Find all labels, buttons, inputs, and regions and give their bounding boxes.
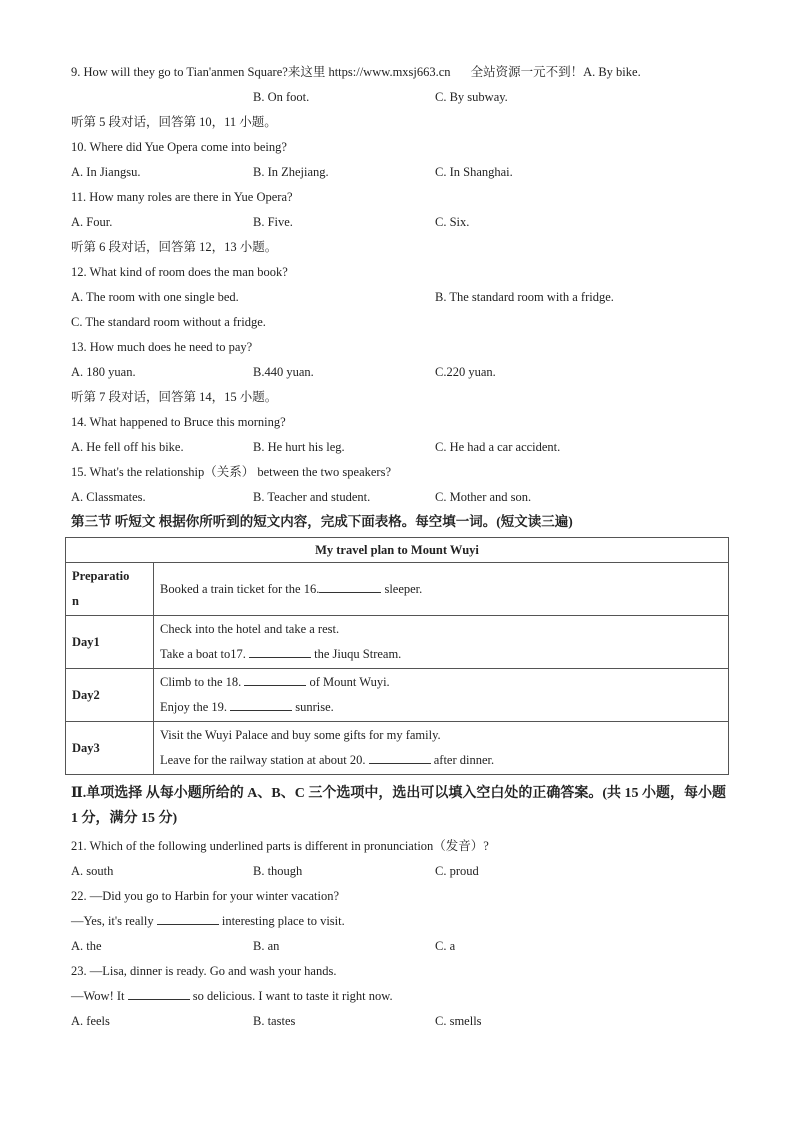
table-row — [66, 563, 729, 616]
question-13-options — [71, 362, 731, 387]
option-b: B. an — [253, 939, 280, 953]
row-content: Visit the Wuyi Palace and buy some gifts for my family. Leave for the railway station at about 20. after dinner. — [154, 722, 729, 775]
option-a: A. 180 yuan. — [71, 365, 136, 379]
blank-19[interactable] — [230, 698, 292, 711]
option-b: B. The standard room with a fridge. — [435, 290, 614, 304]
question-23-options — [71, 1011, 731, 1036]
row-content: Booked a train ticket for the 16. sleeper. — [154, 563, 729, 616]
option-a: A. Four. — [71, 215, 113, 229]
row-content: Climb to the 18. of Mount Wuyi. Enjoy the 19. sunrise. — [154, 669, 729, 722]
blank-17[interactable] — [249, 645, 311, 658]
question-14: 14. What happened to Bruce this morning? — [71, 415, 286, 429]
option-c: C. In Shanghai. — [435, 165, 513, 179]
section-5-instruction: 听第 5 段对话，回答第 10，11 小题。 — [71, 115, 277, 129]
option-c: C. a — [435, 939, 456, 953]
question-9-options — [71, 87, 731, 112]
section-6-instruction: 听第 6 段对话，回答第 12，13 小题。 — [71, 240, 278, 254]
question-21-options — [71, 861, 731, 886]
table-row — [66, 669, 729, 722]
option-a: A. He fell off his bike. — [71, 440, 184, 454]
part-3-heading: 第三节 听短文 根据你所听到的短文内容，完成下面表格。每空填一词。(短文读三遍) — [71, 514, 573, 529]
question-11-options — [71, 212, 731, 237]
question-21: 21. Which of the following underlined parts is different in pronunciation（发音）? — [71, 839, 489, 853]
option-a: A. The room with one single bed. — [71, 290, 239, 304]
question-10: 10. Where did Yue Opera come into being? — [71, 140, 287, 154]
part-2-heading: Ⅱ.单项选择 从每小题所给的 A、B、C 三个选项中，选出可以填入空白处的正确答案。(共 15 小题，每小题 1 分，满分 15 分) — [71, 786, 727, 826]
exam-page — [71, 62, 731, 1036]
option-c: C. proud — [435, 864, 479, 878]
option-a: A. Classmates. — [71, 490, 146, 504]
question-13: 13. How much does he need to pay? — [71, 340, 253, 354]
question-22-options — [71, 936, 731, 961]
row-label-day1: Day1 — [66, 616, 154, 669]
row-label-preparation: Preparatio n — [66, 563, 154, 616]
option-c: C. Six. — [435, 215, 470, 229]
ad-text: 全站资源一元不到！A. By bike. — [470, 65, 641, 79]
option-a: A. feels — [71, 1014, 110, 1028]
question-11: 11. How many roles are there in Yue Opera? — [71, 190, 293, 204]
option-b: B. tastes — [253, 1014, 296, 1028]
row-content: Check into the hotel and take a rest. Take a boat to17. the Jiuqu Stream. — [154, 616, 729, 669]
question-15: 15. What's the relationship（关系） between the two speakers? — [71, 465, 391, 479]
question-14-options — [71, 437, 731, 462]
blank-23[interactable] — [128, 987, 190, 1000]
question-22: 22. —Did you go to Harbin for your winter vacation? — [71, 889, 339, 903]
option-c: C. By subway. — [435, 90, 508, 104]
option-b: B. On foot. — [253, 90, 310, 104]
option-b: B. Five. — [253, 215, 293, 229]
row-label-day3: Day3 — [66, 722, 154, 775]
option-c: C. He had a car accident. — [435, 440, 561, 454]
blank-18[interactable] — [244, 673, 306, 686]
section-7-instruction: 听第 7 段对话，回答第 14，15 小题。 — [71, 390, 278, 404]
question-15-options — [71, 487, 731, 512]
option-c: C. The standard room without a fridge. — [71, 315, 266, 329]
question-22-response: —Yes, it's really interesting place to visit. — [71, 914, 345, 928]
option-b: B. Teacher and student. — [253, 490, 371, 504]
option-b: B.440 yuan. — [253, 365, 314, 379]
option-b: B. He hurt his leg. — [253, 440, 345, 454]
blank-20[interactable] — [369, 751, 431, 764]
question-23: 23. —Lisa, dinner is ready. Go and wash your hands. — [71, 964, 337, 978]
option-a: A. the — [71, 939, 102, 953]
blank-16[interactable] — [319, 580, 381, 593]
question-10-options — [71, 162, 731, 187]
row-label-day2: Day2 — [66, 669, 154, 722]
question-12: 12. What kind of room does the man book? — [71, 265, 288, 279]
option-a: A. In Jiangsu. — [71, 165, 141, 179]
option-c: C. Mother and son. — [435, 490, 532, 504]
question-12-options-ab — [71, 287, 731, 312]
question-9: 9. How will they go to Tian'anmen Square?来这里 https://www.mxsj663.cn 全站资源一元不到！A. By bike. — [71, 65, 641, 79]
table-row — [66, 722, 729, 775]
travel-plan-table — [65, 537, 729, 775]
option-c: C.220 yuan. — [435, 365, 496, 379]
question-23-response: —Wow! It so delicious. I want to taste it right now. — [71, 989, 393, 1003]
option-b: B. though — [253, 864, 303, 878]
option-b: B. In Zhejiang. — [253, 165, 329, 179]
option-c: C. smells — [435, 1014, 482, 1028]
blank-22[interactable] — [157, 912, 219, 925]
table-row — [66, 616, 729, 669]
table-title: My travel plan to Mount Wuyi — [66, 538, 729, 563]
option-a: A. south — [71, 864, 114, 878]
